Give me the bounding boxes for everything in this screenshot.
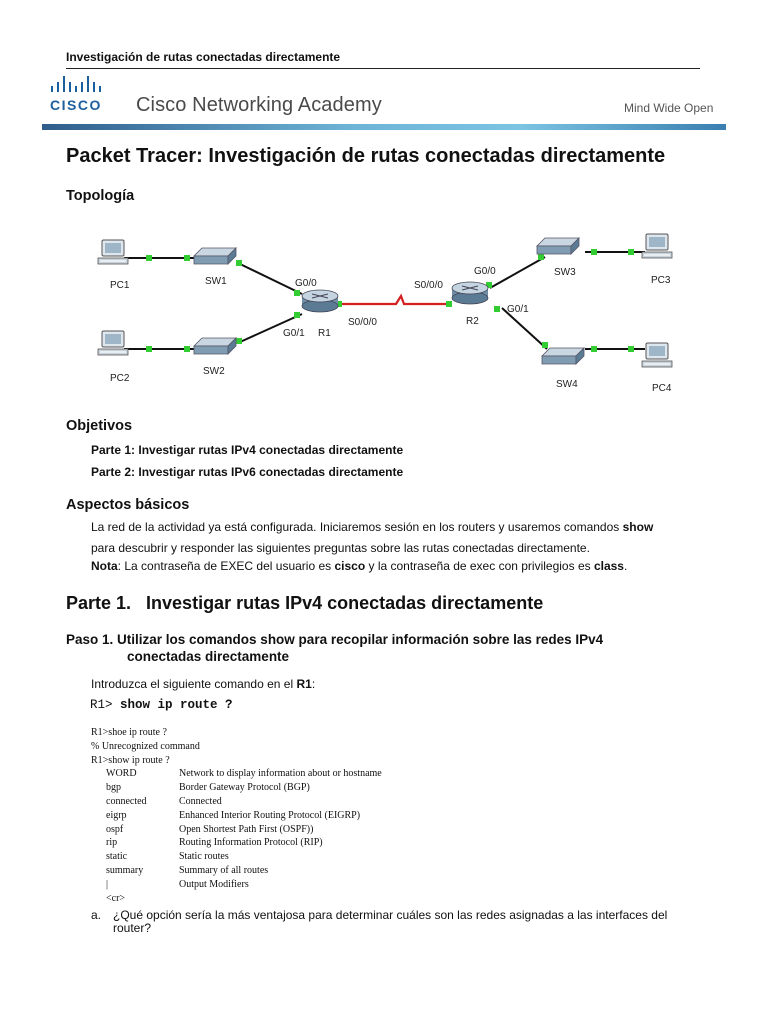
cli-option-desc: Routing Information Protocol (RIP) [179, 837, 323, 849]
command-line: R1> show ip route ? [90, 698, 233, 712]
label-r1-g01: G0/1 [283, 328, 305, 339]
pc4-icon [642, 343, 672, 367]
cli-option-name: WORD [106, 768, 137, 780]
note-paragraph: Nota: La contraseña de EXEC del usuario es cisco y la contraseña de exec con privilegios es class. [91, 559, 628, 573]
cli-option-name: eigrp [106, 809, 127, 821]
tagline: Mind Wide Open [624, 101, 714, 115]
page-title: Packet Tracer: Investigación de rutas conectadas directamente [66, 145, 666, 167]
cli-option-desc: Border Gateway Protocol (BGP) [179, 782, 310, 794]
cli-option-name: ospf [106, 823, 124, 835]
label-pc1: PC1 [110, 280, 130, 291]
cli-option-desc: Open Shortest Path First (OSPF)) [179, 823, 314, 835]
label-pc3: PC3 [651, 275, 671, 286]
cli-option-row [91, 809, 361, 823]
label-r2: R2 [466, 316, 479, 327]
cisco-logo [48, 72, 118, 116]
label-r1-s000: S0/0/0 [348, 317, 377, 328]
r1-icon [302, 290, 338, 312]
sw3-icon [537, 238, 579, 254]
cli-end: <cr> [106, 892, 126, 904]
cli-option-desc: Static routes [179, 851, 229, 863]
label-r2-s000: S0/0/0 [414, 280, 443, 291]
step1-heading: Paso 1. Utilizar los comandos show para recopilar información sobre las redes IPv4 conectadas directamente [66, 632, 604, 664]
cli-option-desc: Summary of all routes [179, 864, 269, 876]
academy-name: Cisco Networking Academy [136, 94, 382, 116]
cli-option-row [91, 781, 310, 795]
cli-option-row [91, 823, 314, 837]
sw1-icon [194, 248, 236, 264]
brand-band [42, 124, 726, 130]
cli-option-row [91, 795, 222, 809]
cli-output [91, 726, 382, 905]
sw4-icon [542, 348, 584, 364]
sw2-icon [194, 338, 236, 354]
cli-option-row [91, 850, 229, 864]
cli-option-name: static [106, 851, 128, 863]
label-r1-g00: G0/0 [295, 278, 317, 289]
label-sw4: SW4 [556, 379, 578, 390]
objective-part2: Parte 2: Investigar rutas IPv6 conectadas directamente [91, 465, 404, 479]
objectives-heading: Objetivos [66, 418, 133, 434]
label-r2-g01: G0/1 [507, 304, 529, 315]
cli-line: R1>show ip route ? [91, 754, 170, 766]
question-text: ¿Qué opción sería la más ventajosa para determinar cuáles son las redes asignadas a las interfaces del router? [113, 908, 668, 935]
cli-option-desc: Enhanced Interior Routing Protocol (EIGRP) [179, 809, 361, 821]
label-sw2: SW2 [203, 366, 225, 377]
pc3-icon [642, 234, 672, 258]
background-heading: Aspectos básicos [66, 497, 190, 513]
label-r1: R1 [318, 328, 331, 339]
label-pc4: PC4 [652, 383, 672, 394]
cli-line: % Unrecognized command [91, 740, 200, 752]
cli-option-row [91, 864, 269, 878]
cli-option-row [91, 836, 323, 850]
cli-option-name: bgp [106, 782, 121, 794]
running-head: Investigación de rutas conectadas directamente [66, 50, 341, 64]
cli-option-desc: Network to display information about or hostname [179, 768, 382, 780]
cli-option-desc: Output Modifiers [179, 878, 249, 890]
part1-heading: Parte 1. Investigar rutas IPv4 conectadas directamente [66, 593, 544, 613]
objective-part1: Parte 1: Investigar rutas IPv4 conectadas directamente [91, 443, 404, 457]
serial-link [338, 296, 452, 304]
cli-option-name: summary [106, 864, 144, 876]
instruction: Introduzca el siguiente comando en el R1: [91, 677, 316, 691]
cisco-wordmark: CISCO [50, 97, 102, 113]
r2-icon [452, 282, 488, 304]
header-rule [66, 68, 700, 69]
cli-option-name: connected [106, 795, 147, 807]
background-paragraph: La red de la actividad ya está configurada. Iniciaremos sesión en los routers y usaremos comandos show para descubrir y responder las siguientes preguntas sobre las rutas conectadas directamente. [91, 520, 654, 555]
cisco-bars-icon [51, 76, 101, 92]
cli-line: R1>shoe ip route ? [91, 727, 167, 738]
question-letter: a. [91, 908, 102, 922]
cli-option-row [91, 767, 382, 781]
topology-heading: Topología [66, 188, 135, 204]
cli-option-name: rip [106, 837, 118, 849]
cli-option-name: | [106, 878, 109, 890]
label-r2-g00: G0/0 [474, 266, 496, 277]
pc1-icon [98, 240, 128, 264]
cli-option-desc: Connected [179, 795, 222, 807]
topology-diagram [90, 228, 690, 408]
label-sw1: SW1 [205, 276, 227, 287]
cli-option-row [91, 878, 249, 892]
port-indicators [146, 249, 634, 352]
label-pc2: PC2 [110, 373, 130, 384]
label-sw3: SW3 [554, 267, 576, 278]
pc2-icon [98, 331, 128, 355]
